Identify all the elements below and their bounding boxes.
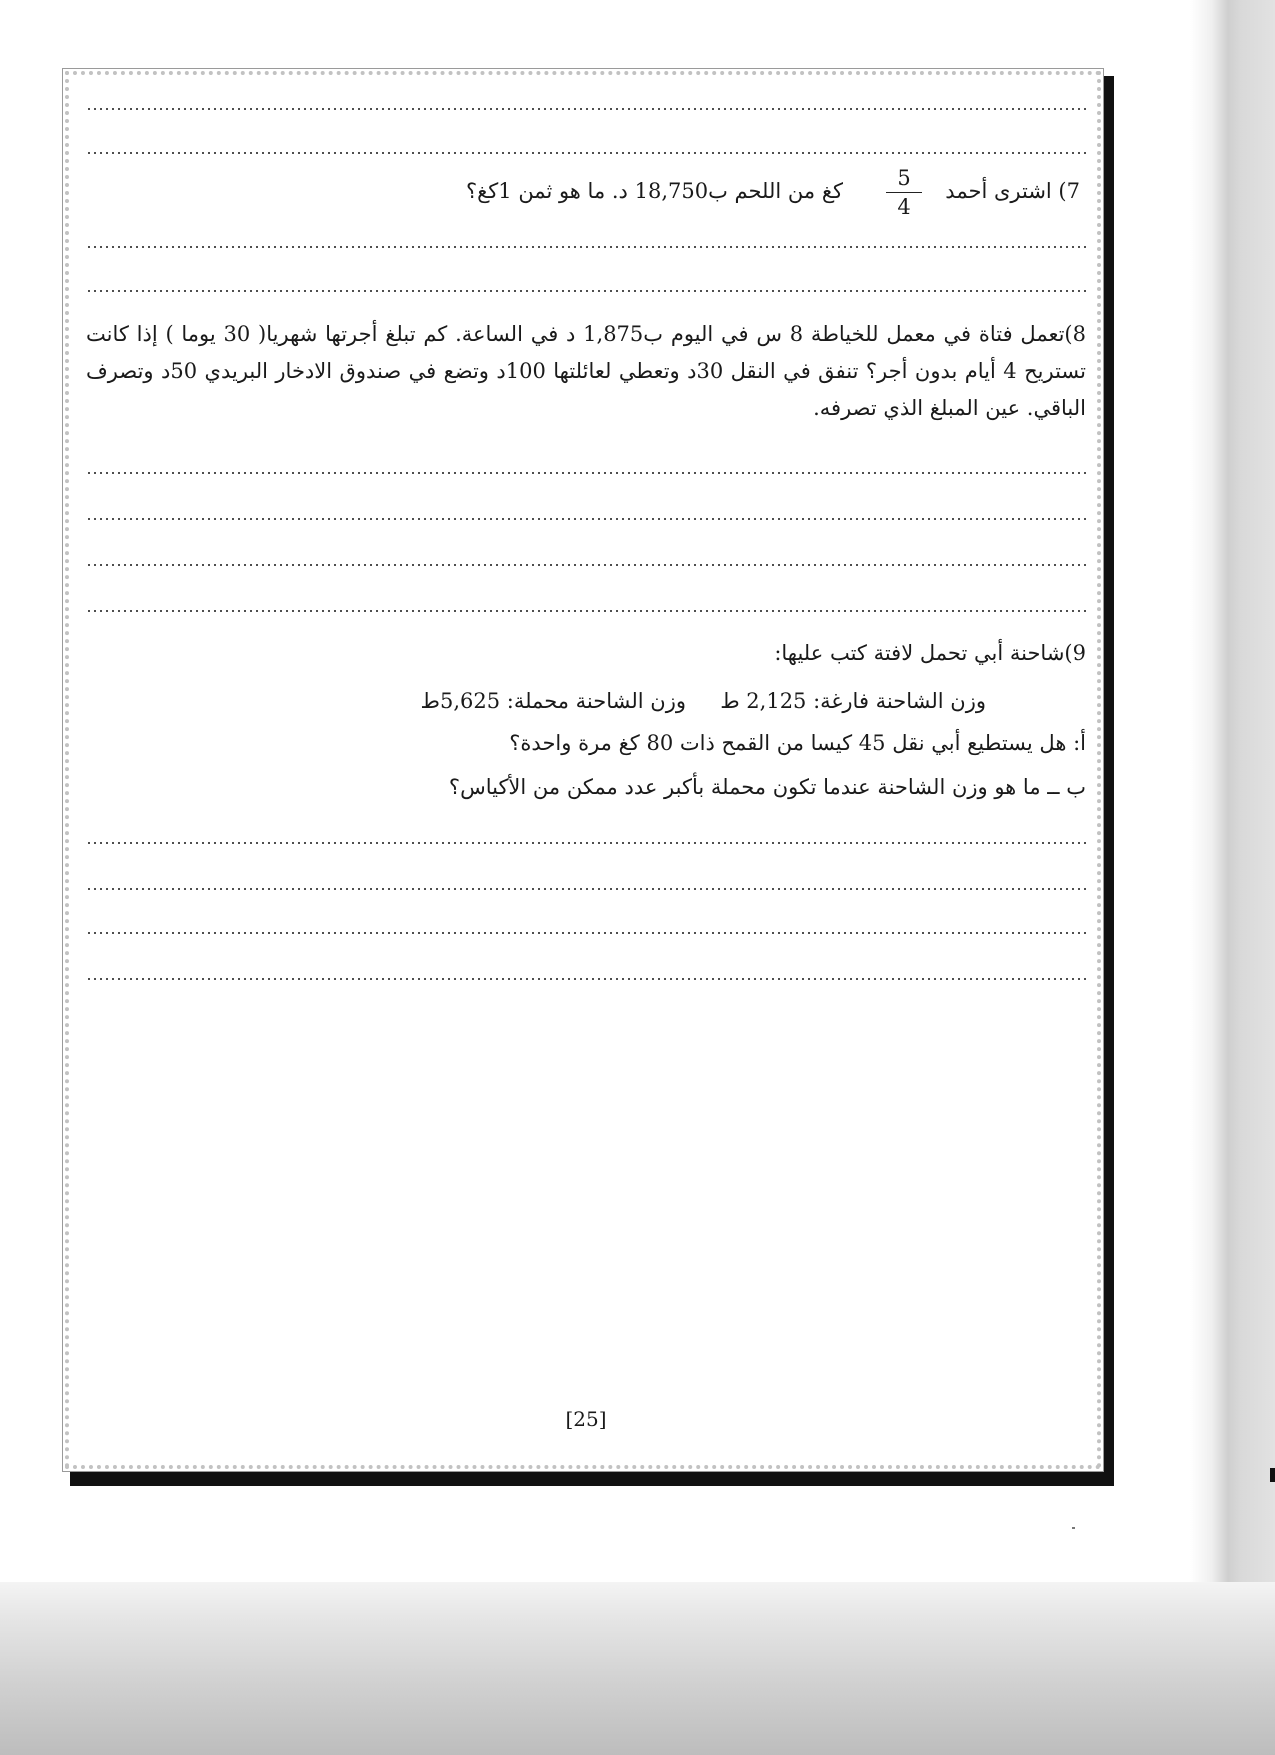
answer-line xyxy=(86,564,1086,566)
q7-suffix: كغ من اللحم ب18,750 د. ما هو ثمن 1كغ؟ xyxy=(465,179,843,203)
answer-line xyxy=(86,472,1086,474)
scan-speck xyxy=(1072,1527,1075,1529)
answer-line xyxy=(86,978,1086,980)
q9-empty-weight: وزن الشاحنة فارغة: 2,125 ط xyxy=(720,689,986,713)
answer-line xyxy=(86,932,1086,934)
answer-line xyxy=(86,290,1086,292)
q9-part-b: ب ــ ما هو وزن الشاحنة عندما تكون محملة بأكبر عدد ممكن من الأكياس؟ xyxy=(448,775,1086,799)
q9-title: 9)شاحنة أبي تحمل لافتة كتب عليها: xyxy=(774,641,1086,665)
answer-line xyxy=(86,246,1086,248)
fraction-bar xyxy=(886,192,922,193)
answer-line xyxy=(86,152,1086,154)
worksheet-content xyxy=(86,80,1086,1460)
answer-line xyxy=(86,888,1086,890)
q9-loaded-weight: وزن الشاحنة محملة: 5,625ط xyxy=(420,689,686,713)
page-number: [25] xyxy=(565,1407,607,1431)
fraction-denominator: 4 xyxy=(897,195,911,219)
q7-prefix: 7) اشترى أحمد xyxy=(945,179,1080,203)
edge-mark xyxy=(1270,1468,1275,1482)
answer-line xyxy=(86,108,1086,110)
q7-fraction xyxy=(886,166,922,219)
q8-text: 8)تعمل فتاة في معمل للخياطة 8 س في اليوم ب1,875 د في الساعة. كم تبلغ أجرتها شهريا( 30 يوما ) إذا كانت تستريح 4 أيام بدون أجر؟ تنفق في النقل 30د وتعطي لعائلتها 100د وتضع في صندوق الادخار البريدي 50د وتصرف الباقي. عين المبلغ الذي تصرفه. xyxy=(86,322,1086,420)
scanner-shadow-bottom xyxy=(0,1582,1275,1755)
answer-line xyxy=(86,518,1086,520)
scanner-shadow-right xyxy=(1190,0,1275,1755)
fraction-numerator: 5 xyxy=(897,166,911,190)
q9-part-a: أ: هل يستطيع أبي نقل 45 كيسا من القمح ذات 80 كغ مرة واحدة؟ xyxy=(509,731,1086,755)
answer-line xyxy=(86,842,1086,844)
answer-line xyxy=(86,610,1086,612)
